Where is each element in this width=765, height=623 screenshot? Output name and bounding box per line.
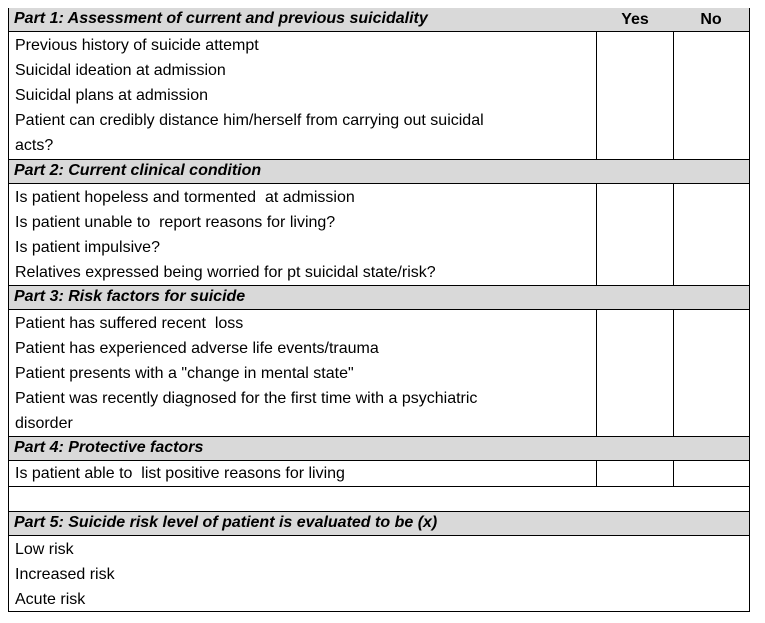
list-item: Acute risk [15, 591, 86, 608]
part2-header [9, 159, 749, 184]
no-checkbox-cell[interactable] [673, 32, 674, 159]
list-item: Is patient unable to report reasons for living? [15, 214, 336, 231]
part3-items [9, 310, 749, 436]
list-item: Patient presents with a "change in mental state" [15, 365, 354, 382]
list-item: Previous history of suicide attempt [15, 37, 259, 54]
part5-items [9, 536, 749, 612]
empty-row [9, 487, 749, 511]
list-item: Is patient able to list positive reasons for living [15, 465, 345, 482]
part3-title: Part 3: Risk factors for suicide [14, 288, 246, 305]
part1-title: Part 1: Assessment of current and previous suicidality [14, 10, 428, 27]
list-item: Patient was recently diagnosed for the first time with a psychiatric disorder [15, 390, 478, 432]
no-checkbox-cell[interactable] [673, 184, 674, 285]
list-item: Is patient impulsive? [15, 239, 160, 256]
list-item: Patient has experienced adverse life events/trauma [15, 340, 379, 357]
no-column-header: No [700, 11, 722, 28]
yes-column-header: Yes [621, 11, 649, 28]
list-item: Low risk [15, 541, 74, 558]
list-item: Suicidal ideation at admission [15, 62, 226, 79]
part2-items [9, 184, 749, 285]
list-item: Relatives expressed being worried for pt suicidal state/risk? [15, 264, 436, 281]
no-checkbox-cell[interactable] [673, 461, 674, 486]
part3-header [9, 285, 749, 310]
part4-title: Part 4: Protective factors [14, 439, 204, 456]
yes-checkbox-cell[interactable] [596, 32, 597, 159]
list-item: Patient has suffered recent loss [15, 315, 244, 332]
list-item: Is patient hopeless and tormented at admission [15, 189, 355, 206]
part5-title: Part 5: Suicide risk level of patient is evaluated to be (x) [14, 514, 438, 531]
list-item: Increased risk [15, 566, 115, 583]
part1-header [9, 8, 749, 32]
part2-title: Part 2: Current clinical condition [14, 162, 262, 179]
list-item: Patient can credibly distance him/herself from carrying out suicidal acts? [15, 112, 484, 154]
part5-header [9, 511, 749, 536]
list-item: Suicidal plans at admission [15, 87, 208, 104]
part4-header [9, 436, 749, 461]
yes-checkbox-cell[interactable] [596, 310, 597, 436]
yes-checkbox-cell[interactable] [596, 461, 597, 486]
part4-items [9, 461, 749, 486]
part1-items [9, 32, 749, 159]
no-checkbox-cell[interactable] [673, 310, 674, 436]
suicide-risk-assessment-form [8, 8, 750, 612]
yes-checkbox-cell[interactable] [596, 184, 597, 285]
